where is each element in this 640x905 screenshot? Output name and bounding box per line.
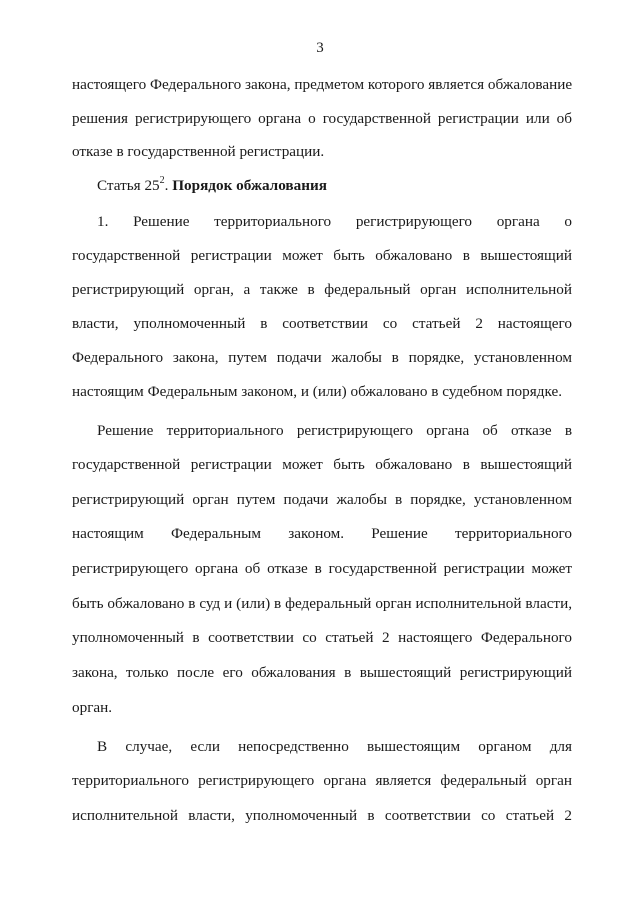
paragraph-1-line-3: отказе в государственной регистрации. — [72, 143, 325, 160]
paragraph-1-line-1: настоящего Федерального закона, предметом которого является обжалование — [72, 76, 573, 93]
paragraph-2-line-3: регистрирующий орган, а также в федеральный орган исполнительной — [72, 281, 572, 298]
article-heading-superscript: 2 — [159, 174, 165, 186]
paragraph-3-line-7: уполномоченный в соответствии со статьей 2 настоящего Федерального — [72, 629, 572, 646]
paragraph-3-line-4: настоящим Федеральным законом. Решение территориального — [72, 525, 572, 542]
paragraph-3-line-8: закона, только после его обжалования в вышестоящий регистрирующий — [72, 664, 572, 681]
paragraph-3-line-6: быть обжаловано в суд и (или) в федеральный орган исполнительной власти, — [72, 595, 572, 612]
article-heading-separator: . — [164, 177, 173, 194]
paragraph-2-line-1: 1. Решение территориального регистрирующего органа о — [97, 213, 572, 230]
paragraph-4-line-3: исполнительной власти, уполномоченный в соответствии со статьей 2 — [72, 807, 572, 824]
paragraph-2-line-6: настоящим Федеральным законом, и (или) обжаловано в судебном порядке. — [72, 383, 562, 400]
article-heading-title: Порядок обжалования — [172, 177, 327, 194]
paragraph-4-line-1: В случае, если непосредственно вышестоящим органом для — [97, 738, 572, 755]
paragraph-3-line-2: государственной регистрации может быть обжаловано в вышестоящий — [72, 456, 572, 473]
paragraph-3-line-1: Решение территориального регистрирующего органа об отказе в — [97, 422, 572, 439]
page-number: 3 — [316, 40, 324, 56]
paragraph-2-line-4: власти, уполномоченный в соответствии со статьей 2 настоящего — [72, 315, 572, 332]
paragraph-2-line-2: государственной регистрации может быть обжаловано в вышестоящий — [72, 247, 572, 264]
paragraph-3-line-5: регистрирующего органа об отказе в государственной регистрации может — [72, 560, 572, 577]
paragraph-3-line-9: орган. — [72, 699, 113, 716]
article-heading-prefix: Статья 25 — [97, 177, 160, 194]
article-heading — [97, 176, 572, 196]
paragraph-1-line-2: решения регистрирующего органа о государственной регистрации или об — [72, 110, 572, 127]
paragraph-3-line-3: регистрирующий орган путем подачи жалобы в порядке, установленном — [72, 491, 572, 508]
paragraph-4-line-2: территориального регистрирующего органа является федеральный орган — [72, 772, 572, 789]
paragraph-2-line-5: Федерального закона, путем подачи жалобы в порядке, установленном — [72, 349, 572, 366]
